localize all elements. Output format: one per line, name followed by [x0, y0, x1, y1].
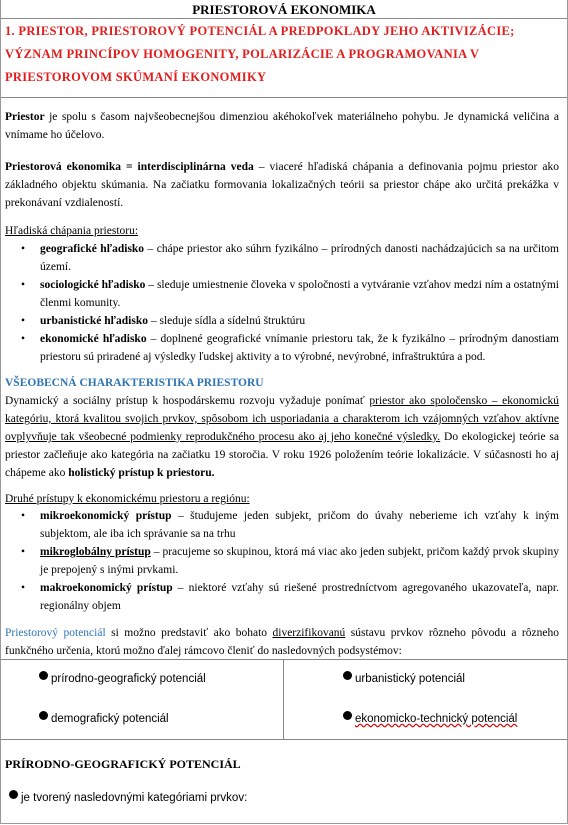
paragraph-potencial-text-a: si možno predstaviť ako bohato — [105, 627, 273, 639]
bullet-icon: • — [21, 510, 26, 522]
list-item-term: sociologické hľadisko — [40, 279, 146, 291]
table-top-border — [1, 659, 567, 660]
heading-divider — [1, 97, 567, 98]
term-holisticky-pristup: holistický prístup k priestoru. — [68, 467, 215, 479]
table-cell-ekonomicko-technicky — [343, 713, 517, 725]
table-cell-urbanisticky — [343, 673, 465, 685]
word-diverzifikovanu: diverzifikovanú — [272, 627, 346, 639]
list-item — [23, 240, 559, 276]
list-item-text: – doplnené geografické vnímanie priestoru tak, že k fyzikálno – prírodným danostiam priestoru sú priradené aj výsledky ľudskej aktivity a to výrobné, nevýrobné, infraštruktúra a pod. — [40, 333, 559, 363]
bullet-icon: • — [21, 333, 26, 345]
list-item-text: je tvorený nasledovnými kategóriami prvkov: — [21, 792, 248, 804]
list-item-text: – niektoré vzťahy sú riešené prostredníctvom agregovaného ukazovateľa, napr. regionálny objem — [40, 582, 559, 612]
list-item — [9, 792, 247, 804]
paragraph-charakteristika-text-a: Dynamický a sociálny prístup k hospodárskemu rozvoju vyžaduje ponímať — [5, 395, 370, 407]
paragraph-priestor-text: je spolu s časom najvšeobecnejšou dimenziou akéhokoľvek materiálneho pohybu. Je dynamická veličina a vnímame ho účelovo. — [5, 111, 559, 141]
term-priestorovy-potencial: Priestorový potenciál — [5, 627, 106, 639]
list-item-term: geografické hľadisko — [40, 243, 145, 255]
views-heading — [5, 222, 559, 240]
paragraph-priestor — [5, 108, 559, 144]
chapter-heading-line-1: 1. PRIESTOR, PRIESTOROVÝ POTENCIÁL A PREDPOKLADY JEHO AKTIVIZÁCIE; — [5, 24, 515, 38]
list-item — [23, 543, 559, 579]
list-item — [23, 330, 559, 366]
paragraph-ekonomika-text: – viaceré hľadiská chápania a definovania pojmu priestor ako základného objektu skúmania. Na začiatku formovania lokalizačných teórii sa priestor chápe ako určitá prekážka v prekonávaní vzdialeností. — [5, 161, 559, 209]
section-heading-charakteristika: VŠEOBECNÁ CHARAKTERISTIKA PRIESTORU — [5, 377, 264, 389]
paragraph-potencial-text-b: sústavu prvkov rôzneho pôvodu a rôzneho funkčného určenia, ktorú možno ďalej rámcovo členiť do nasledovných podsystémov: — [5, 627, 559, 657]
paragraph-charakteristika-text-b: Do ekologickej teórie sa priestor začleňuje ako kategória na začiatku 19 storočia. V roku 1926 položením teórie lokalizácie. V súčasnosti ho aj chápeme ako — [5, 431, 559, 479]
paragraph-potencial — [5, 624, 559, 660]
list-item-term: mikroglobálny prístup — [40, 546, 151, 558]
list-item-text: – sleduje sídla a sídelnú štruktúru — [147, 315, 306, 327]
chapter-heading-line-3: PRIESTOROVOM SKÚMANÍ EKONOMIKY — [5, 70, 267, 84]
list-item-term: makroekonomický prístup — [40, 582, 173, 594]
list-item-text: – chápe priestor ako súhrn fyzikálno – prírodných danosti nachádzajúcich sa na určitom území. — [40, 243, 559, 273]
paragraph-ekonomika — [5, 158, 559, 212]
bullet-icon — [9, 790, 18, 799]
table-cell-text: urbanistický potenciál — [355, 673, 465, 685]
bullet-icon — [39, 711, 48, 720]
chapter-heading — [5, 20, 559, 89]
list-item — [23, 579, 559, 615]
approaches-heading — [5, 490, 559, 508]
document-title: PRIESTOROVÁ EKONOMIKA — [192, 2, 376, 17]
term-priestorova-ekonomika: Priestorová ekonomika = interdisciplinárna veda — [5, 161, 254, 173]
term-priestor: Priestor — [5, 111, 45, 123]
list-item-term: urbanistické hľadisko — [40, 315, 148, 327]
bullet-icon — [343, 711, 352, 720]
bullet-icon: • — [21, 315, 26, 327]
table-bottom-border — [1, 739, 567, 740]
table-cell-text: prírodno-geografický potenciál — [51, 673, 206, 685]
paragraph-charakteristika-underlined: priestor ako spoločensko – ekonomickú kategóriu, ktorá kvalitou svojich prvkov, spôsobom ich usporiadania a charakterom ich vzájomných vzťahov aktívne ovplyvňuje tak všeobecné podmienky reprodukčného procesu ako aj jeho konečné výsledky. — [5, 395, 559, 443]
list-item — [23, 276, 559, 312]
table-cell-text: ekonomicko-technický potenciál — [355, 713, 518, 725]
bullet-icon: • — [21, 546, 26, 558]
table-cell-demograficky — [39, 713, 169, 725]
approaches-heading-text: Druhé prístupy k ekonomickému priestoru a regiónu: — [5, 493, 250, 505]
views-heading-text: Hľadiská chápania priestoru: — [5, 225, 139, 237]
bullet-icon: • — [21, 243, 26, 255]
table-cell-text: demografický potenciál — [51, 713, 169, 725]
bullet-icon: • — [21, 582, 26, 594]
list-item-text: – študujeme jeden subjekt, pričom do úvahy neberieme ich vzťahy k iným subjektom, ale iba ich správanie sa na trhu — [40, 510, 559, 540]
list-item-term: mikroekonomický prístup — [40, 510, 172, 522]
list-item-text: – pracujeme so skupinou, ktorá má viac ako jeden subjekt, pričom každý prvok skupiny je prepojený s inými prvkami. — [40, 546, 559, 576]
section-heading-prirodno-geograficky: PRÍRODNO-GEOGRAFICKÝ POTENCIÁL — [5, 757, 241, 771]
table-cell-prirodno-geograficky — [39, 673, 206, 685]
table-column-divider — [283, 659, 284, 739]
paragraph-charakteristika — [5, 392, 559, 482]
list-item-term: ekonomické hľadisko — [40, 333, 147, 345]
bullet-icon — [343, 671, 352, 680]
list-item — [23, 507, 559, 543]
bullet-icon — [39, 671, 48, 680]
list-item-text: – sleduje umiestnenie človeka v spoločnosti a vytváranie vzťahov medzi ním a ostatnými členmi komunity. — [40, 279, 559, 309]
title-divider — [1, 18, 567, 19]
chapter-heading-line-2: VÝZNAM PRINCÍPOV HOMOGENITY, POLARIZÁCIE A PROGRAMOVANIA V — [5, 47, 480, 61]
list-item — [23, 312, 559, 330]
bullet-icon: • — [21, 279, 26, 291]
